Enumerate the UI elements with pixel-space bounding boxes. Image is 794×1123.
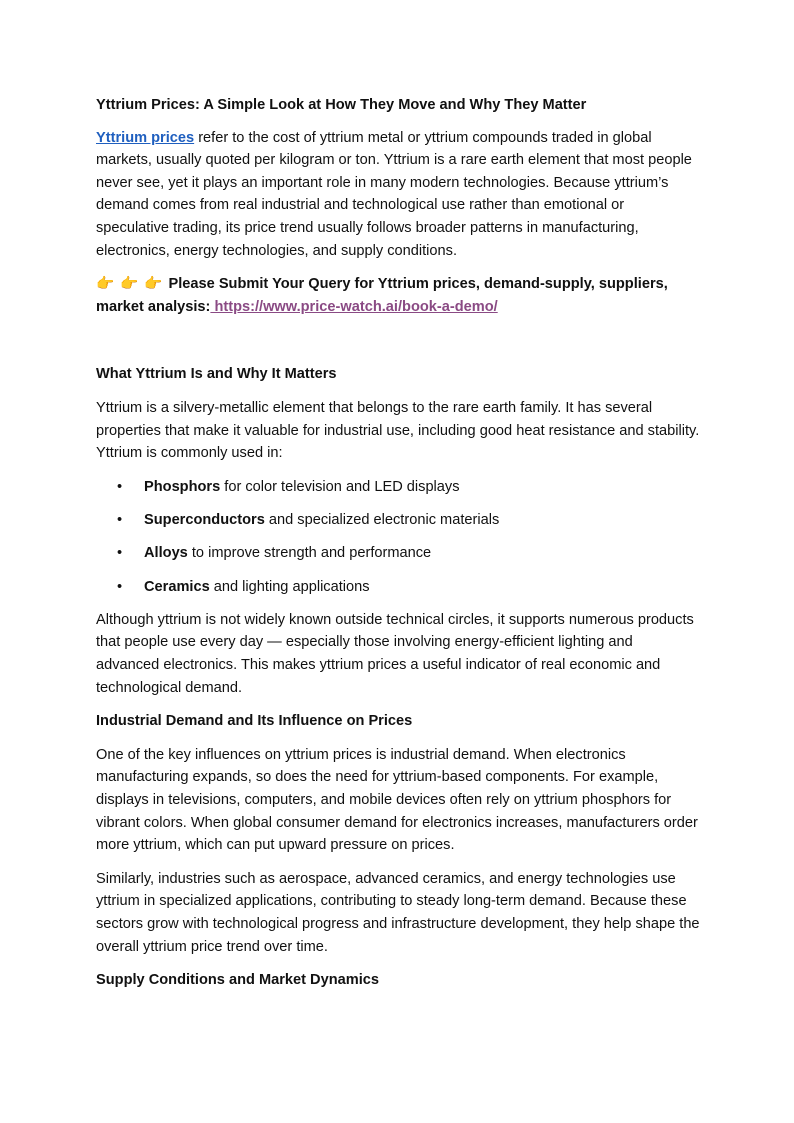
book-demo-link[interactable]: https://www.price-watch.ai/book-a-demo/ bbox=[210, 298, 498, 315]
list-item bbox=[96, 576, 700, 599]
use-term: Alloys bbox=[144, 545, 188, 562]
bullet: • bbox=[117, 545, 123, 562]
section-spacer bbox=[96, 329, 700, 363]
use-term: Superconductors bbox=[144, 512, 265, 528]
use-description: for color television and LED displays bbox=[220, 478, 460, 495]
use-description: and specialized electronic materials bbox=[264, 512, 500, 528]
section2-paragraph-2: Similarly, industries such as aerospace, advanced ceramics, and energy technologies use yttrium in specialized applications, contributing to steady long-term demand. Because these sectors grow with technological progress and infrastructure development, they help shape the overall yttrium price trend over time. bbox=[96, 870, 700, 955]
yttrium-prices-link[interactable]: Yttrium prices bbox=[96, 129, 195, 146]
document-page bbox=[96, 94, 700, 1003]
query-callout-text: Please Submit Your Query for Yttrium prices, demand-supply, suppliers, market analysis: bbox=[96, 276, 668, 315]
bullet: • bbox=[117, 512, 123, 528]
section-heading-industrial-demand: Industrial Demand and Its Influence on Prices bbox=[96, 713, 413, 730]
list-item bbox=[96, 509, 700, 532]
section-heading-what-yttrium-is: What Yttrium Is and Why It Matters bbox=[96, 366, 337, 383]
pointing-hand-icon: 👉 bbox=[144, 275, 163, 293]
intro-text: refer to the cost of yttrium metal or yttrium compounds traded in global markets, usually quoted per kilogram or ton. Yttrium is a rare earth element that most people never see, yet it plays an important role in many modern technologies. Because yttrium’s demand comes from real industrial and technological use rather than emotional or speculative trading, its price trend usually follows broader patterns in manufacturing, electronics, energy technologies, and supply conditions. bbox=[96, 129, 692, 259]
section1-paragraph-1: Yttrium is a silvery-metallic element that belongs to the rare earth family. It has several properties that make it valuable for industrial use, including good heat resistance and stability. Yttrium is commonly used in: bbox=[96, 399, 700, 462]
bullet: • bbox=[117, 478, 123, 495]
bullet: • bbox=[117, 578, 123, 595]
use-description: to improve strength and performance bbox=[187, 545, 432, 562]
section1-paragraph-2: Although yttrium is not widely known outside technical circles, it supports numerous products that people use every day — especially those involving energy-efficient lighting and advanced electronics. This makes yttrium prices a useful indicator of real economic and technological demand. bbox=[96, 611, 694, 696]
section2-paragraph-1: One of the key influences on yttrium prices is industrial demand. When electronics manufacturing expands, so does the need for yttrium-based components. For example, displays in televisions, computers, and mobile devices often rely on yttrium phosphors for vibrant colors. When global consumer demand for electronics increases, manufacturers order more yttrium, which can put upward pressure on prices. bbox=[96, 746, 698, 854]
pointing-hand-icon: 👉 bbox=[96, 275, 115, 293]
section-heading-supply-conditions: Supply Conditions and Market Dynamics bbox=[96, 972, 380, 989]
query-callout bbox=[96, 273, 700, 318]
use-term: Ceramics bbox=[144, 578, 210, 595]
uses-list bbox=[96, 476, 700, 598]
pointing-hand-icon: 👉 bbox=[120, 275, 139, 293]
use-term: Phosphors bbox=[144, 478, 221, 495]
use-description: and lighting applications bbox=[209, 578, 370, 595]
intro-paragraph bbox=[96, 127, 700, 263]
list-item bbox=[96, 476, 700, 499]
document-title: Yttrium Prices: A Simple Look at How They Move and Why They Matter bbox=[96, 97, 587, 113]
list-item bbox=[96, 542, 700, 565]
